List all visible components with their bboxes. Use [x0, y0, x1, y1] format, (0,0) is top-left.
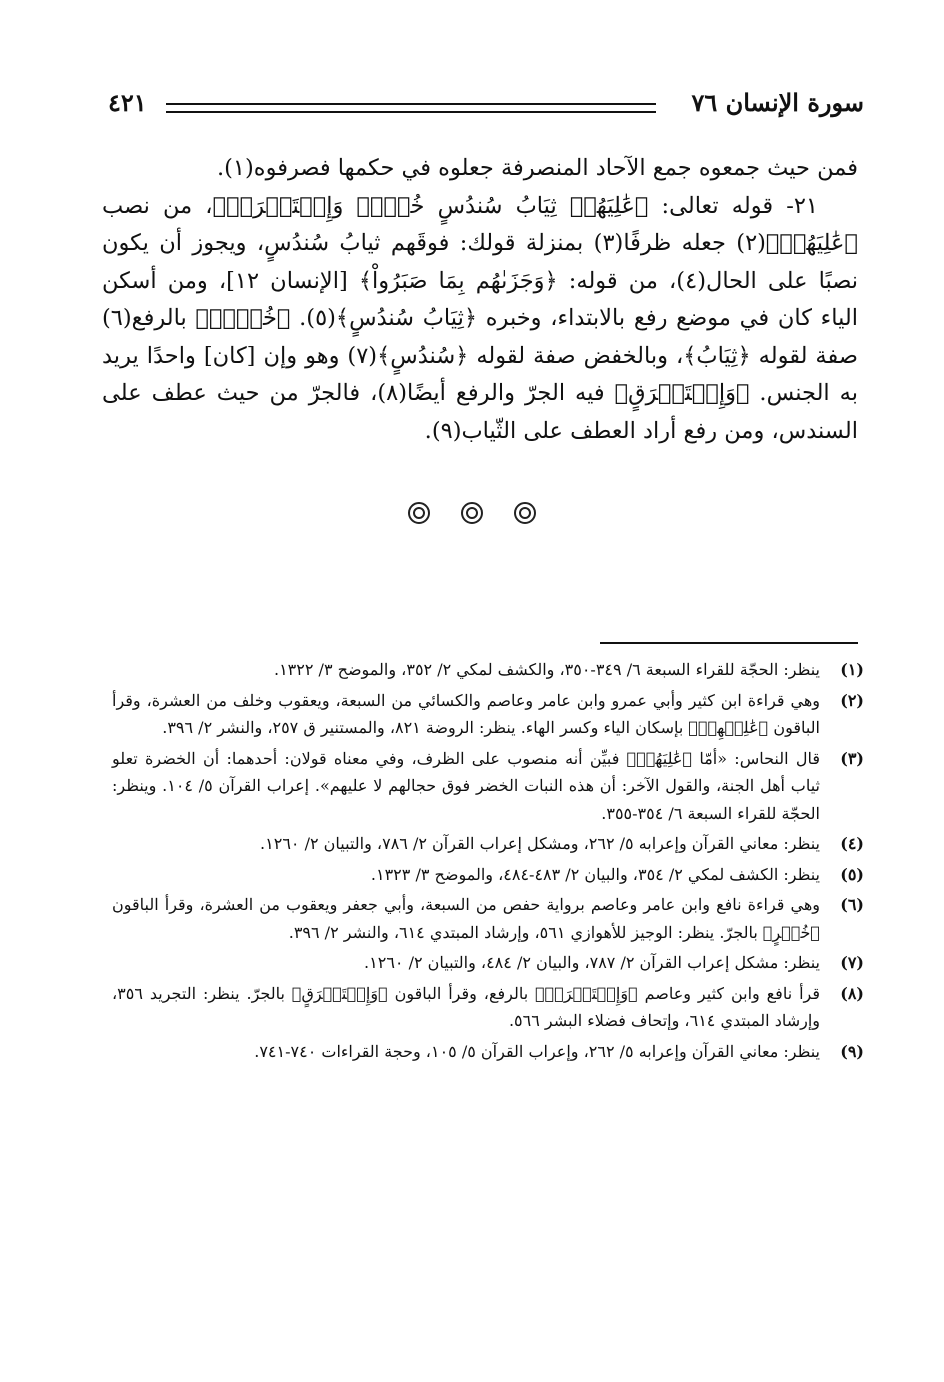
footnote-number: (١)	[840, 660, 864, 679]
footnote	[112, 980, 864, 1035]
footnote-text: ينظر: مشكل إعراب القرآن ٢/ ٧٨٧، والبيان ٢/ ٤٨٤، والتبيان ٢/ ١٢٦٠.	[364, 953, 820, 972]
footnote-number: (٦)	[840, 895, 864, 914]
footnote-text: ينظر: معاني القرآن وإعرابه ٥/ ٢٦٢، ومشكل إعراب القرآن ٢/ ٧٨٦، والتبيان ٢/ ١٢٦٠.	[260, 834, 820, 853]
footnote-text: قال النحاس: «أمّا ﴿عَٰلِيَهُمۡ﴾ فبيِّن أنه منصوب على الظرف، وفي معناه قولان: أحدهما: أن الخضرة تعلو ثياب أهل الجنة، والقول الآخر: أن هذه النبات الخضر فوق حجالهم لا عليهم». إعراب القرآن ٥/ ١٠٤. وينظر: الحجّة للقراء السبعة ٦/ ٣٥٤-٣٥٥.	[112, 748, 820, 823]
running-title: سورة الإنسان ٧٦	[691, 88, 864, 117]
footnote-number: (٩)	[840, 1041, 864, 1061]
page-header	[96, 88, 864, 128]
footnote-number: (٤)	[840, 834, 864, 853]
footnote	[112, 1038, 864, 1066]
ornament-icon	[461, 502, 483, 524]
section-divider	[0, 502, 944, 528]
paragraph: ٢١- قوله تعالى: ﴿عَٰلِيَهُمۡ ثِيَابُ سُندُسٍ خُضۡرٞ وَإِسۡتَبۡرَقٞ﴾، من نصب ﴿عَٰلِيَهُمۡ﴾(٢) جعله ظرفًا(٣) بمنزلة قولك: فوقَهم ثيابُ سُندُسٍ، ويجوز أن يكون نصبًا على الحال(٤)، من قوله: ﴿وَجَزَىٰهُم بِمَا صَبَرُواْ﴾ [الإنسان ١٢]، ومن أسكن الياء كان في موضع رفع بالابتداء، وخبره ﴿ثِيَابُ سُندُسٍ﴾(٥). ﴿خُضۡرٞ﴾ بالرفع(٦) صفة لقوله ﴿ثِيَابُ﴾، وبالخفض صفة لقوله ﴿سُندُسٍ﴾(٧) وهو وإن [كان] واحدًا يريد به الجنس. ﴿وَإِسۡتَبۡرَقٍ﴾ فيه الجرّ والرفع أيضًا(٨)، فالجرّ من حيث عطف على السندس، ومن رفع أراد العطف على الثّياب(٩).	[102, 192, 859, 444]
footnote-text: ينظر: معاني القرآن وإعرابه ٥/ ٢٦٢، وإعراب القرآن ٥/ ١٠٥، وحجة القراءات ٧٤٠-٧٤١.	[254, 1041, 820, 1061]
footnote-text: وهي قراءة ابن كثير وأبي عمرو وابن عامر وعاصم والكسائي من السبعة، ويعقوب وخلف من العشرة، وقرأ الباقون ﴿عَٰلِيۡهِمۡ﴾ بإسكان الياء وكسر الهاء. ينظر: الروضة ٨٢١، والمستنير ق ٢٥٧، والنشر ٢/ ٣٩٦.	[112, 690, 820, 737]
page-number: ٤٢١	[108, 88, 147, 117]
footnote-text: ينظر: الحجّة للقراء السبعة ٦/ ٣٤٩-٣٥٠، والكشف لمكي ٢/ ٣٥٢، والموضح ٣/ ١٣٢٢.	[273, 660, 820, 679]
footnote-number: (٨)	[840, 983, 864, 1003]
footnote-separator	[600, 642, 858, 644]
footnote-text: ينظر: الكشف لمكي ٢/ ٣٥٤، والبيان ٢/ ٤٨٣-٤٨٤، والموضح ٣/ ١٣٢٣.	[370, 864, 820, 884]
footnote-text: قرأ نافع وابن كثير وعاصم ﴿وَإِسۡتَبۡرَقٞ﴾ بالرفع، وقرأ الباقون ﴿وَإِسۡتَبۡرَقٍ﴾ بالجرّ. ينظر: التجريد ٣٥٦، وإرشاد المبتدي ٦١٤، وإتحاف فضلاء البشر ٥٦٦.	[112, 983, 820, 1030]
paragraph: فمن حيث جمعوه جمع الآحاد المنصرفة جعلوه في حكمها فصرفوه(١).	[216, 155, 858, 181]
footnote	[112, 861, 864, 889]
footnote-number: (٢)	[840, 690, 864, 710]
ornament-icon	[514, 502, 536, 524]
footnote	[112, 891, 864, 946]
footnote	[112, 745, 864, 828]
footnote	[112, 656, 864, 684]
footnote	[112, 687, 864, 742]
footnote-number: (٣)	[840, 748, 864, 768]
footnote-number: (٧)	[840, 953, 864, 972]
header-double-rule	[166, 103, 656, 113]
footnote-number: (٥)	[840, 864, 864, 884]
ornament-icon	[408, 502, 430, 524]
footnote	[112, 949, 864, 977]
footnotes	[112, 656, 864, 1068]
footnote-text: وهي قراءة نافع وابن عامر وعاصم برواية حفص من السبعة، وأبي جعفر ويعقوب من العشرة، وقرأ الباقون ﴿خُضۡرٍ﴾ بالجرّ. ينظر: الوجيز للأهوازي ٥٦١، وإرشاد المبتدي ٦١٤، والنشر ٢/ ٣٩٦.	[112, 895, 820, 942]
main-text	[102, 150, 858, 450]
footnote	[112, 830, 864, 858]
